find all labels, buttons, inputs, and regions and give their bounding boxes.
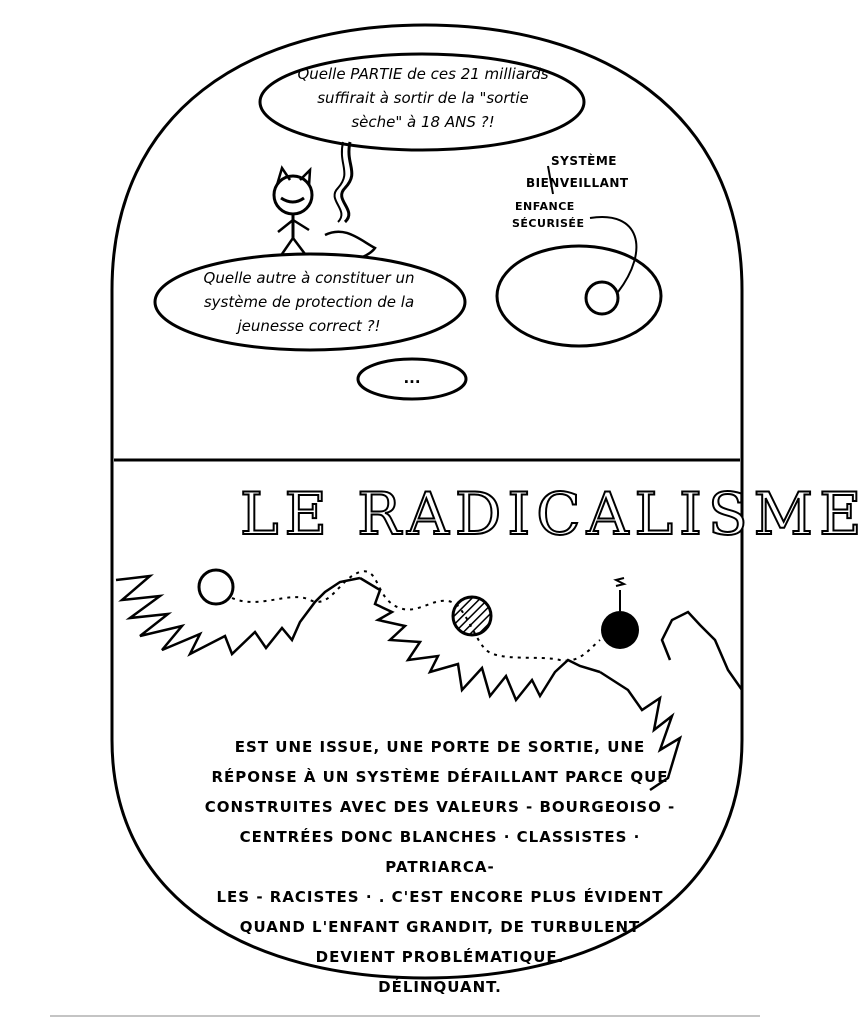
body-line-7: DEVIENT PROBLÉMATIQUE. — [315, 948, 565, 966]
body-line-2: RÉPONSE À UN SYSTÈME DÉFAILLANT PARCE QUE — [211, 768, 669, 786]
diagram-label-inner-2: SÉCURISÉE — [512, 217, 585, 230]
bomb-icon — [601, 578, 639, 649]
diagram-system — [497, 166, 661, 346]
body-line-3: CONSTRUITES AVEC DES VALEURS - BOURGEOISO - — [204, 798, 676, 816]
body-line-4: CENTRÉES DONC BLANCHES · CLASSISTES · PATRIARCA- — [239, 828, 641, 876]
diagram-label-outer-1: SYSTÈME — [551, 154, 617, 168]
speech-bubble-1-text: Quelle PARTIE de ces 21 milliards suffirait à sortir de la "sortie sèche" à 18 ANS ?! — [297, 65, 549, 131]
speech-bubble-2-text: Quelle autre à constituer un système de protection de la jeunesse correct ?! — [203, 269, 415, 335]
page-title: LE RADICALISME — [240, 480, 867, 548]
body-line-6: QUAND L'ENFANT GRANDIT, DE TURBULENT — [239, 918, 641, 936]
body-line-8: DÉLINQUANT. — [378, 978, 502, 996]
diagram-label-outer-2: BIENVEILLANT — [526, 176, 629, 190]
hatched-ball — [453, 597, 491, 635]
white-ball — [199, 570, 233, 604]
body-line-1: EST UNE ISSUE, UNE PORTE DE SORTIE, UNE — [234, 738, 646, 756]
body-line-5: LES - RACISTES · . C'EST ENCORE PLUS ÉVIDENT — [216, 888, 664, 906]
speech-bubble-3-text: ... — [403, 369, 421, 387]
body-text — [190, 732, 690, 1002]
diagram-label-inner-1: ENFANCE — [515, 200, 575, 213]
character-figure — [268, 168, 325, 256]
